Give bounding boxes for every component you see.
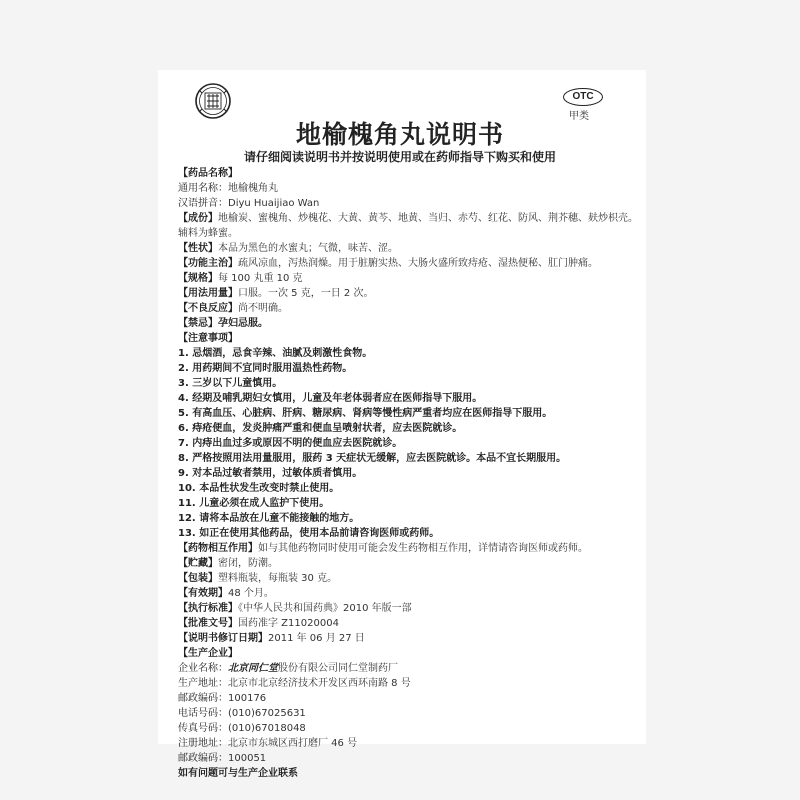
- generic-label: 通用名称：: [178, 183, 228, 194]
- package-row: [178, 571, 638, 586]
- indications-row: [178, 256, 638, 271]
- validity-row: [178, 586, 638, 601]
- contra-row: [178, 316, 638, 331]
- postcode2-label: 邮政编码：: [178, 753, 228, 764]
- adverse-row: [178, 301, 638, 316]
- footer-note: 如有问题可与生产企业联系: [178, 768, 298, 779]
- package-value: 塑料瓶装，每瓶装 30 克。: [218, 573, 338, 584]
- approval-value: 国药准字 Z11020004: [238, 618, 339, 629]
- dosage-row: [178, 286, 638, 301]
- precaution-item: 5. 有高血压、心脏病、肝病、糖尿病、肾病等慢性病严重者均应在医师指导下服用。: [178, 408, 553, 419]
- precaution-item: 11. 儿童必须在成人监护下使用。: [178, 498, 330, 509]
- standard-row: [178, 601, 638, 616]
- approval-label: 【批准文号】: [178, 618, 238, 629]
- precaution-item: 9. 对本品过敏者禁用，过敏体质者慎用。: [178, 468, 363, 479]
- interaction-label: 【药物相互作用】: [178, 543, 258, 554]
- adverse-label: 【不良反应】: [178, 303, 238, 314]
- precaution-item: 6. 痔疮便血，发炎肿痛严重和便血呈喷射状者，应去医院就诊。: [178, 423, 463, 434]
- ingredients-row: [178, 211, 638, 241]
- approval-row: [178, 616, 638, 631]
- pinyin-value: Diyu Huaijiao Wan: [228, 198, 320, 209]
- company-name: 股份有限公司同仁堂制药厂: [278, 663, 398, 674]
- company-brand: 北京同仁堂: [228, 663, 278, 674]
- precaution-item: 7. 内痔出血过多或原因不明的便血应去医院就诊。: [178, 438, 403, 449]
- precaution-item: 12. 请将本品放在儿童不能接触的地方。: [178, 513, 360, 524]
- indications-label: 【功能主治】: [178, 258, 238, 269]
- precaution-item: 2. 用药期间不宜同时服用温热性药物。: [178, 363, 353, 374]
- validity-label: 【有效期】: [178, 588, 228, 599]
- company-label: 企业名称：: [178, 663, 228, 674]
- generic-value: 地榆槐角丸: [228, 183, 278, 194]
- dosage-label: 【用法用量】: [178, 288, 238, 299]
- package-label: 【包装】: [178, 573, 218, 584]
- phone-label: 电话号码：: [178, 708, 228, 719]
- reg-address-label: 注册地址：: [178, 738, 228, 749]
- properties-value: 本品为黑色的水蜜丸；气微，味苦、涩。: [218, 243, 398, 254]
- pinyin-row: [178, 196, 638, 211]
- contra-label: 【禁忌】: [178, 318, 218, 329]
- address-label: 生产地址：: [178, 678, 228, 689]
- precaution-item: 10. 本品性状发生改变时禁止使用。: [178, 483, 340, 494]
- reg-address-value: 北京市东城区西打磨厂 46 号: [228, 738, 358, 749]
- spec-value: 每 100 丸重 10 克: [218, 273, 303, 284]
- postcode2-value: 100051: [228, 753, 267, 764]
- reg-address-row: [178, 736, 638, 751]
- properties-row: [178, 241, 638, 256]
- maker-heading: 【生产企业】: [178, 648, 238, 659]
- precaution-item: 3. 三岁以下儿童慎用。: [178, 378, 283, 389]
- page-title: 地榆槐角丸说明书: [295, 120, 504, 149]
- page-subtitle: 请仔细阅读说明书并按说明使用或在药师指导下购买和使用: [243, 150, 556, 164]
- revision-value: 2011 年 06 月 27 日: [268, 633, 365, 644]
- storage-row: [178, 556, 638, 571]
- phone-row: [178, 706, 638, 721]
- precaution-item: 13. 如正在使用其他药品，使用本品前请咨询医师或药师。: [178, 528, 440, 539]
- company-row: [178, 661, 638, 676]
- precaution-item: 8. 严格按照用法用量服用，服药 3 天症状无缓解，应去医院就诊。本品不宜长期服用。: [178, 453, 567, 464]
- otc-category: 甲类: [569, 111, 589, 122]
- indications-value: 疏风凉血，泻热润燥。用于脏腑实热、大肠火盛所致痔疮、湿热便秘、肛门肿痛。: [238, 258, 598, 269]
- leaflet-body: [178, 166, 638, 781]
- spec-row: [178, 271, 638, 286]
- precaution-item: 4. 经期及哺乳期妇女慎用，儿童及年老体弱者应在医师指导下服用。: [178, 393, 483, 404]
- address-value: 北京市北京经济技术开发区西环南路 8 号: [228, 678, 411, 689]
- validity-value: 48 个月。: [228, 588, 274, 599]
- pinyin-label: 汉语拼音：: [178, 198, 228, 209]
- generic-name-row: [178, 181, 638, 196]
- precautions-heading: 【注意事项】: [178, 333, 238, 344]
- properties-label: 【性状】: [178, 243, 218, 254]
- standard-value: 《中华人民共和国药典》2010 年版一部: [238, 603, 412, 614]
- interaction-value: 如与其他药物同时使用可能会发生药物相互作用，详情请咨询医师或药师。: [258, 543, 588, 554]
- postcode2-row: [178, 751, 638, 766]
- precaution-item: 1. 忌烟酒，忌食辛辣、油腻及刺激性食物。: [178, 348, 373, 359]
- standard-label: 【执行标准】: [178, 603, 238, 614]
- otc-badge: OTC: [563, 88, 603, 106]
- fax-row: [178, 721, 638, 736]
- revision-label: 【说明书修订日期】: [178, 633, 268, 644]
- postcode-row: [178, 691, 638, 706]
- postcode-label: 邮政编码：: [178, 693, 228, 704]
- phone-value: (010)67025631: [228, 708, 306, 719]
- interaction-row: [178, 541, 638, 556]
- dosage-value: 口服。一次 5 克，一日 2 次。: [238, 288, 374, 299]
- address-row: [178, 676, 638, 691]
- adverse-value: 尚不明确。: [238, 303, 288, 314]
- storage-value: 密闭，防潮。: [218, 558, 278, 569]
- contra-value: 孕妇忌服。: [218, 318, 268, 329]
- ingredients-label: 【成份】: [178, 213, 218, 224]
- ingredients-value: 地榆炭、蜜槐角、炒槐花、大黄、黄芩、地黄、当归、赤芍、红花、防风、荆芥穗、麸炒枳壳。辅料为蜂蜜。: [178, 213, 638, 239]
- name-heading: 【药品名称】: [178, 168, 238, 179]
- postcode-value: 100176: [228, 693, 267, 704]
- fax-label: 传真号码：: [178, 723, 228, 734]
- fax-value: (010)67018048: [228, 723, 306, 734]
- storage-label: 【贮藏】: [178, 558, 218, 569]
- spec-label: 【规格】: [178, 273, 218, 284]
- revision-row: [178, 631, 638, 646]
